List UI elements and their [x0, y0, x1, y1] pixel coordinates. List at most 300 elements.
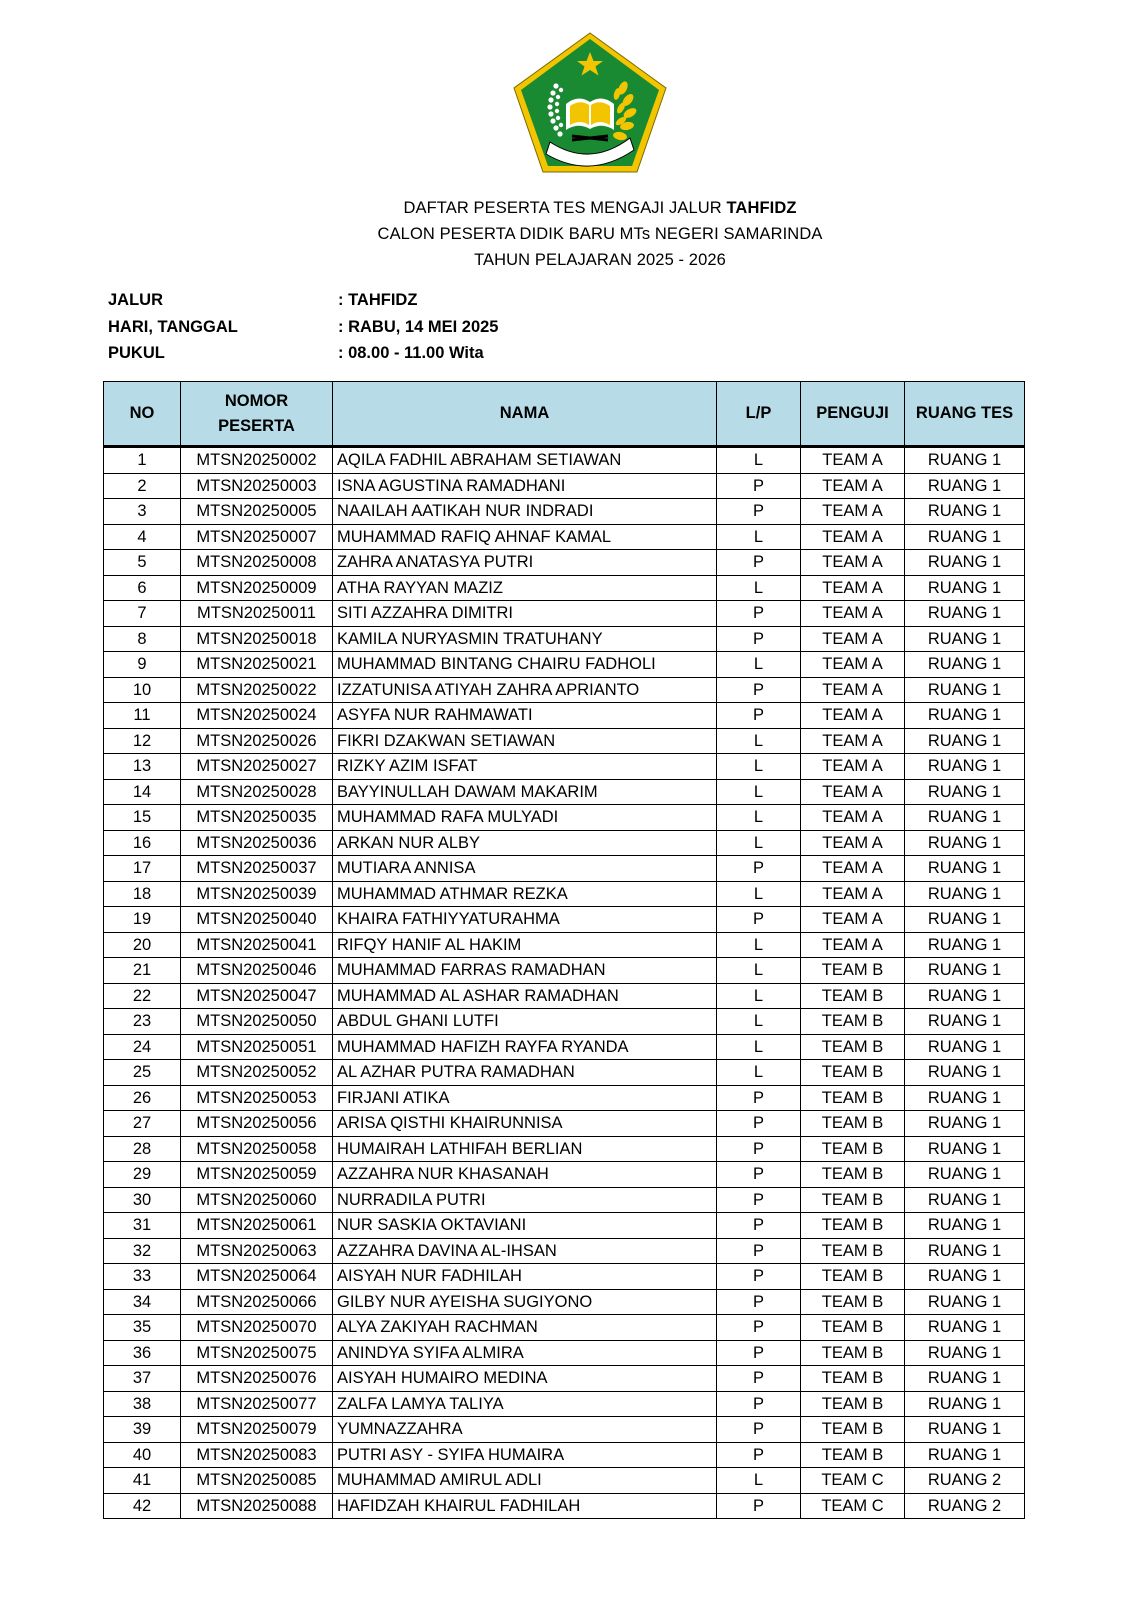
table-row	[104, 1315, 1025, 1341]
cell-nama: MUTIARA ANNISA	[333, 856, 717, 882]
cell-ruang-tes: RUANG 1	[905, 1417, 1025, 1443]
info-row-tanggal	[108, 318, 498, 345]
table-row	[104, 1442, 1025, 1468]
cell-ruang-tes: RUANG 1	[905, 907, 1025, 933]
cell-no: 30	[104, 1187, 181, 1213]
table-row	[104, 677, 1025, 703]
cell-ruang-tes: RUANG 1	[905, 677, 1025, 703]
cell-nomor-peserta: MTSN20250063	[181, 1238, 333, 1264]
table-row	[104, 932, 1025, 958]
cell-nama: RIZKY AZIM ISFAT	[333, 754, 717, 780]
table-row	[104, 1417, 1025, 1443]
cell-lp: L	[717, 1034, 801, 1060]
cell-penguji: TEAM B	[801, 1085, 905, 1111]
cell-nama: ZALFA LAMYA TALIYA	[333, 1391, 717, 1417]
table-row	[104, 958, 1025, 984]
table-row	[104, 907, 1025, 933]
cell-lp: L	[717, 779, 801, 805]
column-header-penguji: PENGUJI	[801, 382, 905, 447]
cell-nama: KAMILA NURYASMIN TRATUHANY	[333, 626, 717, 652]
cell-lp: P	[717, 677, 801, 703]
cell-nomor-peserta: MTSN20250061	[181, 1213, 333, 1239]
cell-nama: ARKAN NUR ALBY	[333, 830, 717, 856]
cell-ruang-tes: RUANG 1	[905, 499, 1025, 525]
cell-penguji: TEAM B	[801, 1187, 905, 1213]
table-row	[104, 1340, 1025, 1366]
cell-lp: L	[717, 1060, 801, 1086]
cell-no: 4	[104, 524, 181, 550]
cell-nama: HUMAIRAH LATHIFAH BERLIAN	[333, 1136, 717, 1162]
cell-lp: P	[717, 856, 801, 882]
title-line-1: DAFTAR PESERTA TES MENGAJI JALUR TAHFIDZ	[403, 199, 797, 217]
cell-nomor-peserta: MTSN20250036	[181, 830, 333, 856]
cell-nomor-peserta: MTSN20250011	[181, 601, 333, 627]
table-row	[104, 1238, 1025, 1264]
cell-lp: P	[717, 1085, 801, 1111]
cell-penguji: TEAM C	[801, 1468, 905, 1494]
cell-nama: AZZAHRA NUR KHASANAH	[333, 1162, 717, 1188]
cell-no: 13	[104, 754, 181, 780]
cell-nomor-peserta: MTSN20250050	[181, 1009, 333, 1035]
cell-no: 19	[104, 907, 181, 933]
cell-nomor-peserta: MTSN20250035	[181, 805, 333, 831]
cell-no: 41	[104, 1468, 181, 1494]
cell-no: 2	[104, 473, 181, 499]
cell-no: 7	[104, 601, 181, 627]
cell-lp: L	[717, 447, 801, 474]
cell-no: 12	[104, 728, 181, 754]
cell-lp: P	[717, 499, 801, 525]
cell-nomor-peserta: MTSN20250002	[181, 447, 333, 474]
cell-nomor-peserta: MTSN20250076	[181, 1366, 333, 1392]
cell-no: 40	[104, 1442, 181, 1468]
cell-ruang-tes: RUANG 1	[905, 1009, 1025, 1035]
table-row	[104, 1136, 1025, 1162]
cell-nomor-peserta: MTSN20250037	[181, 856, 333, 882]
cell-lp: P	[717, 907, 801, 933]
cell-ruang-tes: RUANG 1	[905, 703, 1025, 729]
cell-nama: MUHAMMAD RAFIQ AHNAF KAMAL	[333, 524, 717, 550]
table-row	[104, 652, 1025, 678]
cell-lp: P	[717, 1136, 801, 1162]
cell-ruang-tes: RUANG 1	[905, 1187, 1025, 1213]
cell-penguji: TEAM A	[801, 575, 905, 601]
cell-ruang-tes: RUANG 1	[905, 1391, 1025, 1417]
cell-penguji: TEAM B	[801, 1340, 905, 1366]
cell-no: 15	[104, 805, 181, 831]
title-line-2: CALON PESERTA DIDIK BARU MTs NEGERI SAMARINDA	[377, 225, 823, 243]
cell-penguji: TEAM A	[801, 830, 905, 856]
cell-penguji: TEAM A	[801, 779, 905, 805]
table-row	[104, 447, 1025, 474]
table-row	[104, 1366, 1025, 1392]
table-row	[104, 1111, 1025, 1137]
cell-nomor-peserta: MTSN20250039	[181, 881, 333, 907]
cell-nomor-peserta: MTSN20250007	[181, 524, 333, 550]
cell-no: 20	[104, 932, 181, 958]
cell-nomor-peserta: MTSN20250079	[181, 1417, 333, 1443]
cell-penguji: TEAM B	[801, 1315, 905, 1341]
cell-nomor-peserta: MTSN20250070	[181, 1315, 333, 1341]
cell-ruang-tes: RUANG 1	[905, 1264, 1025, 1290]
info-row-jalur	[108, 291, 498, 318]
cell-nomor-peserta: MTSN20250009	[181, 575, 333, 601]
cell-ruang-tes: RUANG 1	[905, 958, 1025, 984]
exam-info	[108, 291, 498, 371]
cell-nomor-peserta: MTSN20250041	[181, 932, 333, 958]
table-row	[104, 856, 1025, 882]
table-header	[104, 382, 1025, 447]
cell-no: 25	[104, 1060, 181, 1086]
cell-lp: L	[717, 652, 801, 678]
cell-ruang-tes: RUANG 1	[905, 473, 1025, 499]
cell-nama: FIRJANI ATIKA	[333, 1085, 717, 1111]
cell-lp: P	[717, 1417, 801, 1443]
cell-ruang-tes: RUANG 1	[905, 550, 1025, 576]
cell-no: 24	[104, 1034, 181, 1060]
cell-lp: P	[717, 1187, 801, 1213]
kemenag-logo	[510, 30, 670, 175]
info-label: HARI, TANGGAL	[108, 317, 238, 336]
cell-penguji: TEAM A	[801, 652, 905, 678]
cell-penguji: TEAM C	[801, 1493, 905, 1519]
info-label: JALUR	[108, 291, 164, 309]
cell-penguji: TEAM B	[801, 1417, 905, 1443]
cell-ruang-tes: RUANG 2	[905, 1468, 1025, 1494]
cell-penguji: TEAM B	[801, 1060, 905, 1086]
cell-nama: BAYYINULLAH DAWAM MAKARIM	[333, 779, 717, 805]
cell-lp: L	[717, 575, 801, 601]
cell-penguji: TEAM A	[801, 881, 905, 907]
cell-penguji: TEAM A	[801, 932, 905, 958]
cell-nomor-peserta: MTSN20250027	[181, 754, 333, 780]
cell-lp: L	[717, 728, 801, 754]
cell-nomor-peserta: MTSN20250024	[181, 703, 333, 729]
table-row	[104, 830, 1025, 856]
cell-nama: AISYAH NUR FADHILAH	[333, 1264, 717, 1290]
cell-nama: NAAILAH AATIKAH NUR INDRADI	[333, 499, 717, 525]
cell-lp: L	[717, 830, 801, 856]
cell-penguji: TEAM A	[801, 703, 905, 729]
cell-nomor-peserta: MTSN20250018	[181, 626, 333, 652]
cell-no: 9	[104, 652, 181, 678]
cell-nama: ZAHRA ANATASYA PUTRI	[333, 550, 717, 576]
cell-lp: P	[717, 1111, 801, 1137]
cell-no: 29	[104, 1162, 181, 1188]
cell-nomor-peserta: MTSN20250028	[181, 779, 333, 805]
cell-ruang-tes: RUANG 1	[905, 830, 1025, 856]
cell-lp: L	[717, 958, 801, 984]
table-row	[104, 754, 1025, 780]
cell-nama: MUHAMMAD RAFA MULYADI	[333, 805, 717, 831]
cell-penguji: TEAM B	[801, 1442, 905, 1468]
table-row	[104, 1187, 1025, 1213]
cell-no: 39	[104, 1417, 181, 1443]
cell-lp: P	[717, 1213, 801, 1239]
cell-lp: L	[717, 1468, 801, 1494]
table-row	[104, 1289, 1025, 1315]
cell-nomor-peserta: MTSN20250026	[181, 728, 333, 754]
info-value: : 08.00 - 11.00 Wita	[338, 344, 484, 362]
cell-no: 35	[104, 1315, 181, 1341]
cell-no: 5	[104, 550, 181, 576]
cell-nomor-peserta: MTSN20250085	[181, 1468, 333, 1494]
cell-nomor-peserta: MTSN20250022	[181, 677, 333, 703]
cell-penguji: TEAM A	[801, 524, 905, 550]
cell-ruang-tes: RUANG 1	[905, 1085, 1025, 1111]
cell-nama: MUHAMMAD ATHMAR REZKA	[333, 881, 717, 907]
cell-ruang-tes: RUANG 1	[905, 1213, 1025, 1239]
cell-nama: MUHAMMAD AL ASHAR RAMADHAN	[333, 983, 717, 1009]
cell-no: 22	[104, 983, 181, 1009]
cell-nama: MUHAMMAD HAFIZH RAYFA RYANDA	[333, 1034, 717, 1060]
cell-lp: P	[717, 1289, 801, 1315]
participant-table	[103, 381, 1025, 1519]
cell-no: 26	[104, 1085, 181, 1111]
cell-nama: IZZATUNISA ATIYAH ZAHRA APRIANTO	[333, 677, 717, 703]
table-row	[104, 1264, 1025, 1290]
cell-nama: AQILA FADHIL ABRAHAM SETIAWAN	[333, 447, 717, 474]
cell-no: 33	[104, 1264, 181, 1290]
cell-ruang-tes: RUANG 1	[905, 728, 1025, 754]
cell-ruang-tes: RUANG 1	[905, 856, 1025, 882]
cell-penguji: TEAM B	[801, 1009, 905, 1035]
cell-penguji: TEAM B	[801, 1111, 905, 1137]
table-row	[104, 703, 1025, 729]
cell-lp: P	[717, 1366, 801, 1392]
cell-nama: ISNA AGUSTINA RAMADHANI	[333, 473, 717, 499]
table-row	[104, 626, 1025, 652]
cell-lp: P	[717, 1442, 801, 1468]
cell-penguji: TEAM A	[801, 473, 905, 499]
cell-nama: AZZAHRA DAVINA AL-IHSAN	[333, 1238, 717, 1264]
cell-nama: ASYFA NUR RAHMAWATI	[333, 703, 717, 729]
cell-nama: AL AZHAR PUTRA RAMADHAN	[333, 1060, 717, 1086]
cell-ruang-tes: RUANG 1	[905, 1136, 1025, 1162]
table-row	[104, 1468, 1025, 1494]
cell-lp: P	[717, 1315, 801, 1341]
cell-ruang-tes: RUANG 1	[905, 1340, 1025, 1366]
cell-ruang-tes: RUANG 1	[905, 524, 1025, 550]
cell-nomor-peserta: MTSN20250046	[181, 958, 333, 984]
cell-penguji: TEAM A	[801, 907, 905, 933]
title-line-3: TAHUN PELAJARAN 2025 - 2026	[474, 251, 726, 269]
cell-lp: L	[717, 881, 801, 907]
cell-ruang-tes: RUANG 1	[905, 779, 1025, 805]
cell-no: 6	[104, 575, 181, 601]
column-header-nama: NAMA	[333, 382, 717, 447]
cell-nomor-peserta: MTSN20250040	[181, 907, 333, 933]
cell-ruang-tes: RUANG 1	[905, 601, 1025, 627]
table-row	[104, 601, 1025, 627]
cell-ruang-tes: RUANG 1	[905, 575, 1025, 601]
cell-ruang-tes: RUANG 1	[905, 652, 1025, 678]
cell-no: 18	[104, 881, 181, 907]
cell-penguji: TEAM A	[801, 728, 905, 754]
cell-lp: L	[717, 805, 801, 831]
cell-nomor-peserta: MTSN20250088	[181, 1493, 333, 1519]
info-row-pukul	[108, 344, 498, 371]
column-header-ruang-tes: RUANG TES	[905, 382, 1025, 447]
table-row	[104, 524, 1025, 550]
cell-ruang-tes: RUANG 2	[905, 1493, 1025, 1519]
cell-nomor-peserta: MTSN20250047	[181, 983, 333, 1009]
cell-lp: P	[717, 550, 801, 576]
table-row	[104, 499, 1025, 525]
cell-nama: HAFIDZAH KHAIRUL FADHILAH	[333, 1493, 717, 1519]
cell-nama: FIKRI DZAKWAN SETIAWAN	[333, 728, 717, 754]
cell-nama: GILBY NUR AYEISHA SUGIYONO	[333, 1289, 717, 1315]
cell-nama: ALYA ZAKIYAH RACHMAN	[333, 1315, 717, 1341]
cell-penguji: TEAM B	[801, 1238, 905, 1264]
table-row	[104, 805, 1025, 831]
cell-ruang-tes: RUANG 1	[905, 754, 1025, 780]
cell-nomor-peserta: MTSN20250051	[181, 1034, 333, 1060]
cell-lp: P	[717, 601, 801, 627]
cell-lp: P	[717, 1162, 801, 1188]
cell-penguji: TEAM A	[801, 550, 905, 576]
cell-ruang-tes: RUANG 1	[905, 1111, 1025, 1137]
cell-ruang-tes: RUANG 1	[905, 1289, 1025, 1315]
cell-no: 1	[104, 447, 181, 474]
cell-lp: P	[717, 626, 801, 652]
column-header-no: NO	[104, 382, 181, 447]
cell-nomor-peserta: MTSN20250083	[181, 1442, 333, 1468]
cell-ruang-tes: RUANG 1	[905, 881, 1025, 907]
table-row	[104, 1493, 1025, 1519]
cell-no: 42	[104, 1493, 181, 1519]
table-row	[104, 1391, 1025, 1417]
cell-nomor-peserta: MTSN20250056	[181, 1111, 333, 1137]
cell-no: 23	[104, 1009, 181, 1035]
cell-nomor-peserta: MTSN20250003	[181, 473, 333, 499]
table-row	[104, 575, 1025, 601]
cell-penguji: TEAM A	[801, 499, 905, 525]
table-row	[104, 1085, 1025, 1111]
cell-lp: P	[717, 703, 801, 729]
cell-ruang-tes: RUANG 1	[905, 1366, 1025, 1392]
cell-penguji: TEAM A	[801, 601, 905, 627]
cell-penguji: TEAM B	[801, 983, 905, 1009]
cell-nama: ATHA RAYYAN MAZIZ	[333, 575, 717, 601]
cell-no: 3	[104, 499, 181, 525]
cell-penguji: TEAM A	[801, 856, 905, 882]
info-value: : RABU, 14 MEI 2025	[338, 317, 499, 336]
table-row	[104, 728, 1025, 754]
cell-nama: RIFQY HANIF AL HAKIM	[333, 932, 717, 958]
cell-ruang-tes: RUANG 1	[905, 1034, 1025, 1060]
cell-ruang-tes: RUANG 1	[905, 447, 1025, 474]
cell-ruang-tes: RUANG 1	[905, 805, 1025, 831]
cell-nama: PUTRI ASY - SYIFA HUMAIRA	[333, 1442, 717, 1468]
table-row	[104, 550, 1025, 576]
cell-lp: L	[717, 983, 801, 1009]
cell-nomor-peserta: MTSN20250059	[181, 1162, 333, 1188]
cell-nama: ABDUL GHANI LUTFI	[333, 1009, 717, 1035]
cell-ruang-tes: RUANG 1	[905, 1060, 1025, 1086]
cell-nomor-peserta: MTSN20250052	[181, 1060, 333, 1086]
cell-lp: P	[717, 1493, 801, 1519]
document-title	[0, 195, 1131, 273]
cell-penguji: TEAM A	[801, 447, 905, 474]
cell-lp: L	[717, 1009, 801, 1035]
cell-penguji: TEAM A	[801, 754, 905, 780]
table-row	[104, 1213, 1025, 1239]
cell-nama: KHAIRA FATHIYYATURAHMA	[333, 907, 717, 933]
column-header-nomor-peserta: NOMOR PESERTA	[181, 382, 333, 447]
cell-nomor-peserta: MTSN20250021	[181, 652, 333, 678]
cell-no: 10	[104, 677, 181, 703]
cell-nama: MUHAMMAD BINTANG CHAIRU FADHOLI	[333, 652, 717, 678]
cell-ruang-tes: RUANG 1	[905, 1238, 1025, 1264]
cell-no: 31	[104, 1213, 181, 1239]
cell-penguji: TEAM B	[801, 1162, 905, 1188]
table-row	[104, 473, 1025, 499]
cell-lp: P	[717, 1340, 801, 1366]
cell-nama: SITI AZZAHRA DIMITRI	[333, 601, 717, 627]
info-label: PUKUL	[108, 344, 165, 362]
cell-ruang-tes: RUANG 1	[905, 1315, 1025, 1341]
cell-lp: P	[717, 473, 801, 499]
cell-nama: NURRADILA PUTRI	[333, 1187, 717, 1213]
cell-nama: AISYAH HUMAIRO MEDINA	[333, 1366, 717, 1392]
cell-lp: P	[717, 1391, 801, 1417]
cell-nama: ARISA QISTHI KHAIRUNNISA	[333, 1111, 717, 1137]
table-row	[104, 1009, 1025, 1035]
cell-nomor-peserta: MTSN20250075	[181, 1340, 333, 1366]
cell-no: 16	[104, 830, 181, 856]
table-row	[104, 779, 1025, 805]
cell-no: 27	[104, 1111, 181, 1137]
cell-ruang-tes: RUANG 1	[905, 1162, 1025, 1188]
cell-no: 37	[104, 1366, 181, 1392]
cell-penguji: TEAM A	[801, 677, 905, 703]
cell-ruang-tes: RUANG 1	[905, 932, 1025, 958]
cell-penguji: TEAM B	[801, 1034, 905, 1060]
cell-lp: P	[717, 1264, 801, 1290]
table-row	[104, 1034, 1025, 1060]
cell-lp: P	[717, 1238, 801, 1264]
cell-no: 34	[104, 1289, 181, 1315]
table-row	[104, 1162, 1025, 1188]
cell-penguji: TEAM B	[801, 1264, 905, 1290]
cell-nomor-peserta: MTSN20250008	[181, 550, 333, 576]
cell-no: 32	[104, 1238, 181, 1264]
cell-nomor-peserta: MTSN20250058	[181, 1136, 333, 1162]
column-header-lp: L/P	[717, 382, 801, 447]
cell-nama: NUR SASKIA OKTAVIANI	[333, 1213, 717, 1239]
cell-lp: L	[717, 754, 801, 780]
cell-nama: MUHAMMAD FARRAS RAMADHAN	[333, 958, 717, 984]
cell-ruang-tes: RUANG 1	[905, 983, 1025, 1009]
table-row	[104, 881, 1025, 907]
cell-penguji: TEAM B	[801, 1366, 905, 1392]
cell-penguji: TEAM B	[801, 1391, 905, 1417]
cell-no: 21	[104, 958, 181, 984]
cell-lp: L	[717, 932, 801, 958]
cell-nama: MUHAMMAD AMIRUL ADLI	[333, 1468, 717, 1494]
cell-no: 28	[104, 1136, 181, 1162]
cell-penguji: TEAM B	[801, 1289, 905, 1315]
table-row	[104, 1060, 1025, 1086]
cell-ruang-tes: RUANG 1	[905, 626, 1025, 652]
cell-no: 11	[104, 703, 181, 729]
cell-nomor-peserta: MTSN20250064	[181, 1264, 333, 1290]
cell-nomor-peserta: MTSN20250077	[181, 1391, 333, 1417]
cell-no: 36	[104, 1340, 181, 1366]
cell-ruang-tes: RUANG 1	[905, 1442, 1025, 1468]
cell-penguji: TEAM B	[801, 958, 905, 984]
